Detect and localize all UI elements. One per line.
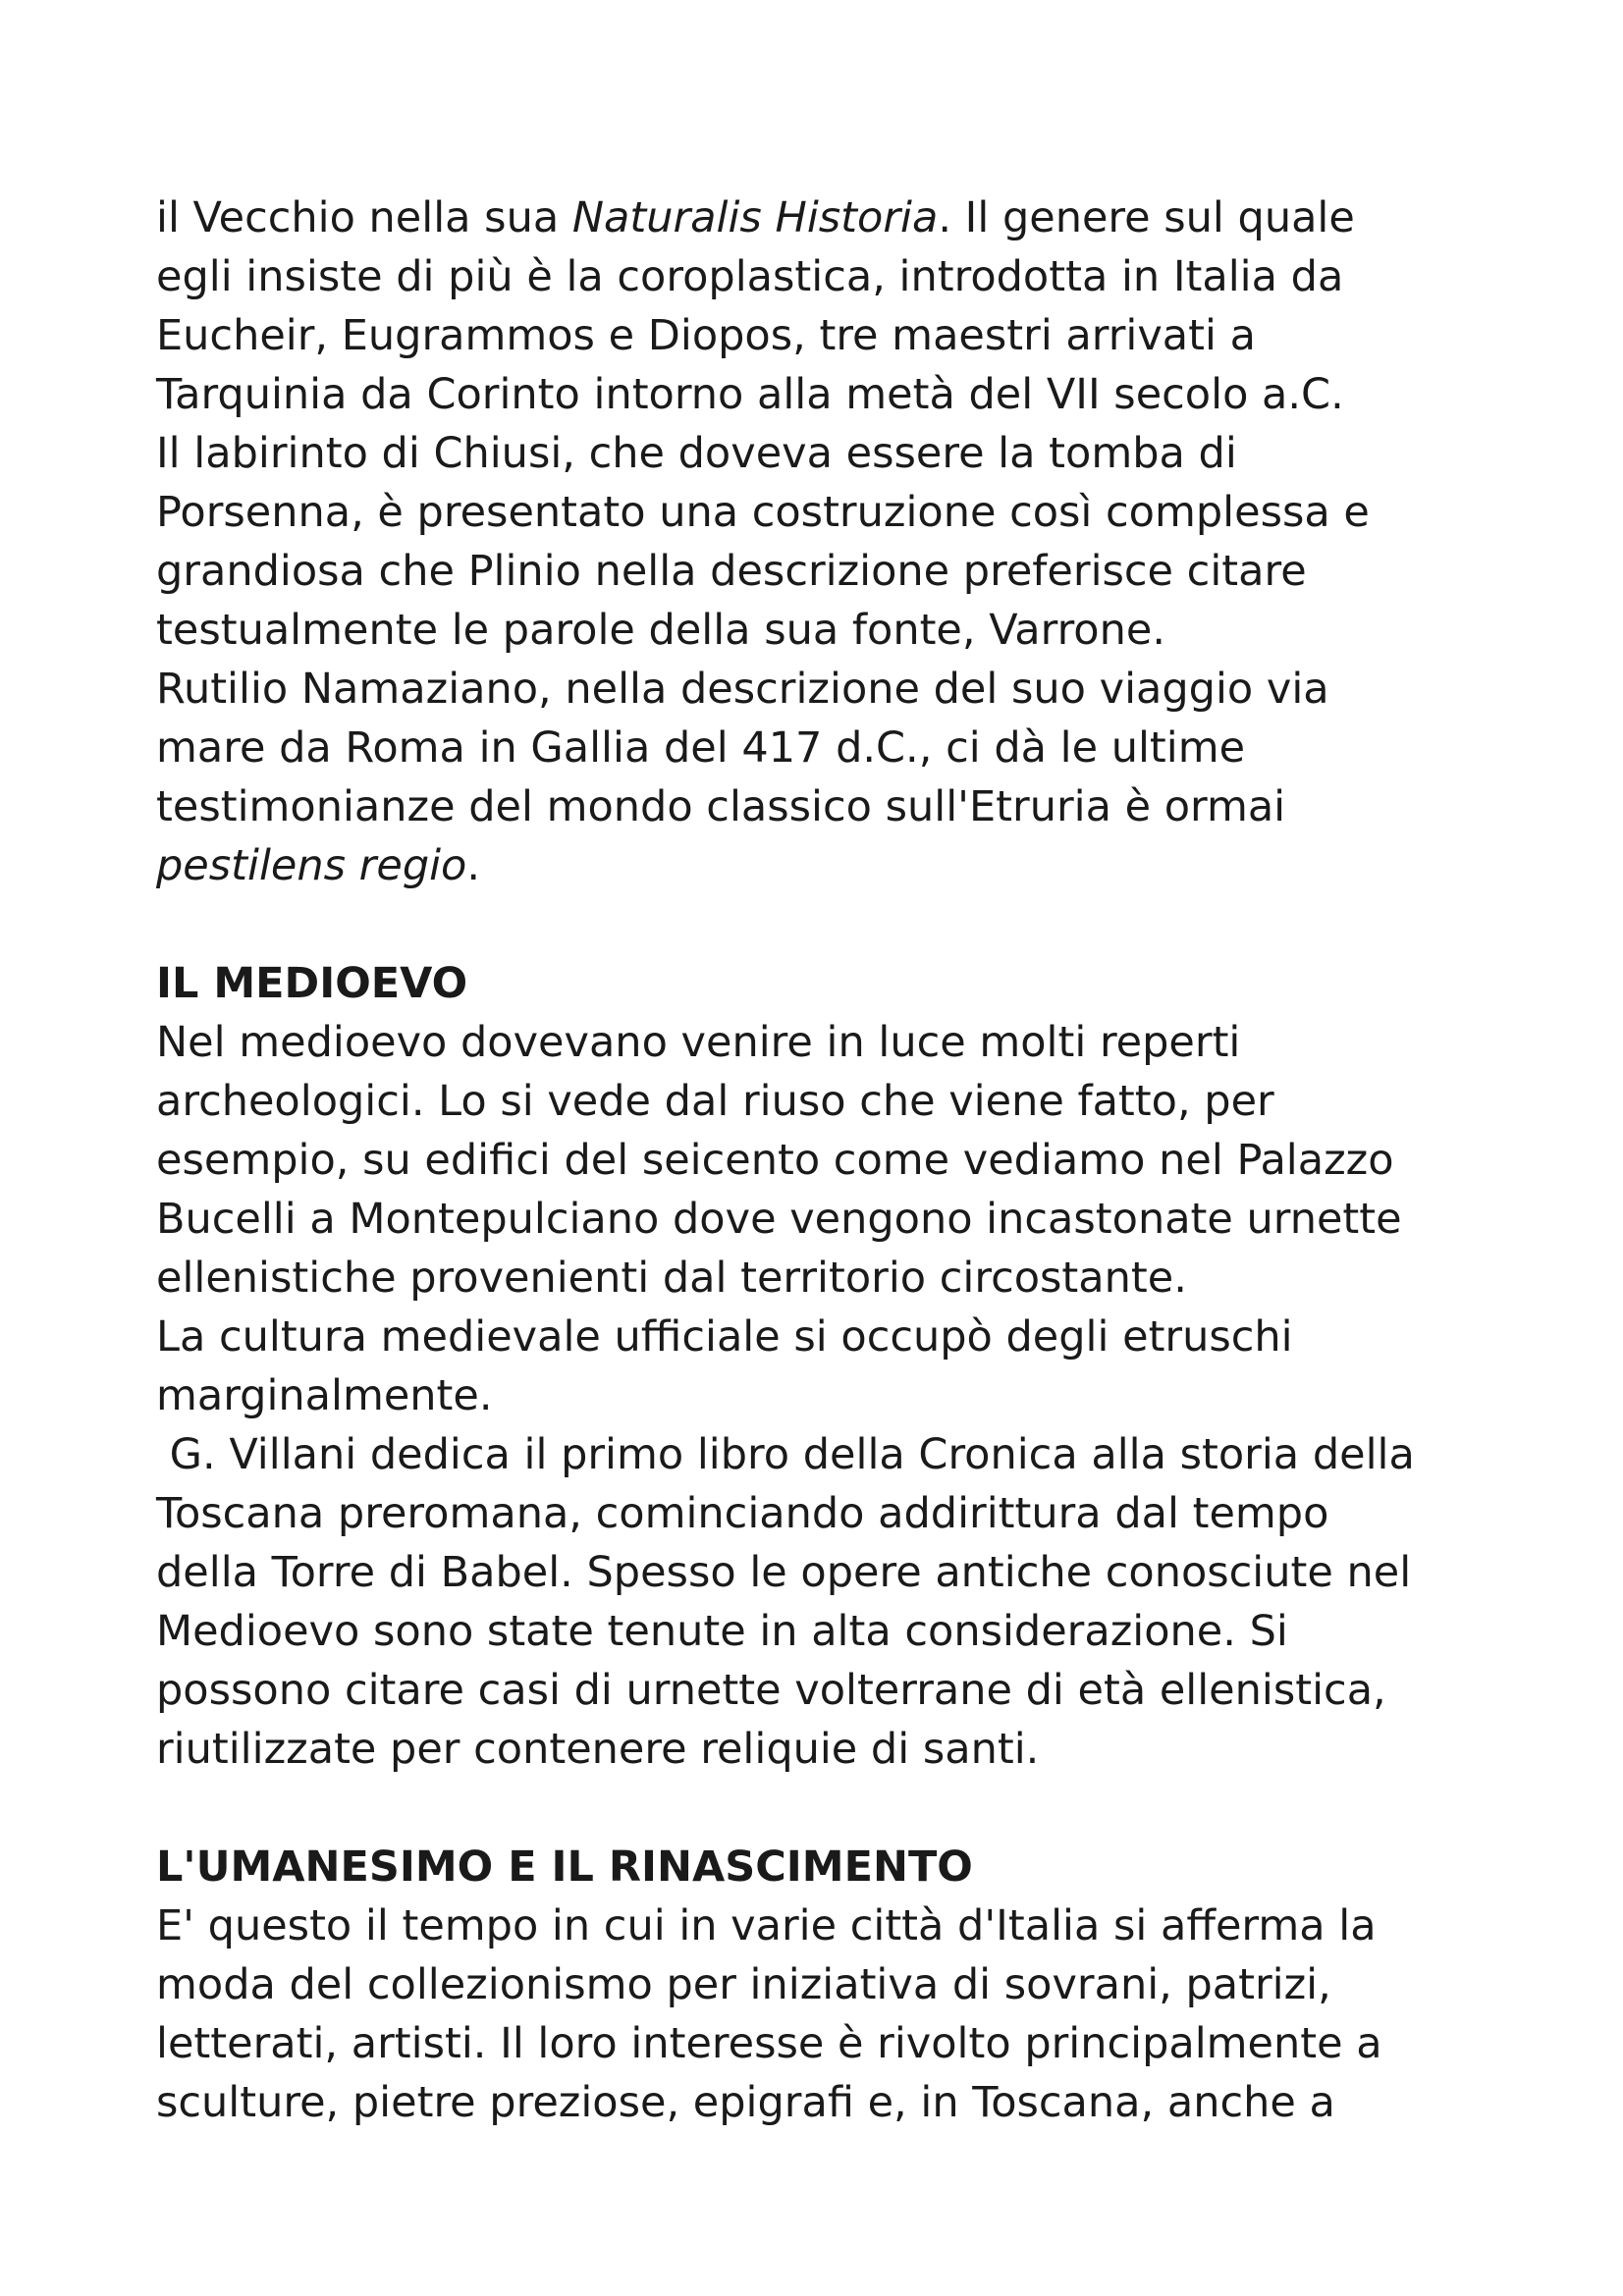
text-line: egli insiste di più è la coroplastica, introdotta in Italia da bbox=[156, 252, 1344, 301]
text-line: grandiosa che Plinio nella descrizione preferisce citare bbox=[156, 547, 1307, 596]
blank-line bbox=[156, 1779, 1531, 1838]
text-line: Toscana preromana, cominciando addirittura dal tempo bbox=[156, 1489, 1329, 1538]
italic-phrase: pestilens regio bbox=[156, 841, 467, 890]
section-heading: L'UMANESIMO E IL RINASCIMENTO bbox=[156, 1842, 973, 1892]
text-line bbox=[156, 188, 1531, 247]
text-line: marginalmente. bbox=[156, 1371, 493, 1420]
text-line: esempio, su edifici del seicento come vediamo nel Palazzo bbox=[156, 1136, 1394, 1185]
text-line bbox=[156, 836, 1531, 895]
text-line: della Torre di Babel. Spesso le opere antiche conosciute nel bbox=[156, 1548, 1412, 1597]
text-line: Medioevo sono state tenute in alta considerazione. Si bbox=[156, 1607, 1288, 1656]
text-line: E' questo il tempo in cui in varie città d'Italia si afferma la bbox=[156, 1901, 1377, 1950]
section-umanesimo bbox=[156, 1838, 1531, 2132]
text-line: Il labirinto di Chiusi, che doveva essere la tomba di bbox=[156, 429, 1237, 478]
text-line: Bucelli a Montepulciano dove vengono incastonate urnette bbox=[156, 1195, 1402, 1244]
text-line: La cultura medievale ufficiale si occupò degli etruschi bbox=[156, 1312, 1293, 1362]
text-line: Rutilio Namaziano, nella descrizione del suo viaggio via bbox=[156, 665, 1329, 714]
text-line: mare da Roma in Gallia del 417 d.C., ci dà le ultime bbox=[156, 723, 1246, 773]
text-span: il Vecchio nella sua bbox=[156, 193, 572, 242]
text-line: moda del collezionismo per iniziativa di sovrani, patrizi, bbox=[156, 1960, 1331, 2009]
text-line: possono citare casi di urnette volterrane di età ellenistica, bbox=[156, 1666, 1386, 1715]
italic-title: Naturalis Historia bbox=[571, 193, 939, 242]
section-heading: IL MEDIOEVO bbox=[156, 959, 468, 1008]
text-line: Eucheir, Eugrammos e Diopos, tre maestri arrivati a bbox=[156, 311, 1256, 360]
section-medioevo bbox=[156, 954, 1531, 1779]
text-span: . Il genere sul quale bbox=[938, 193, 1355, 242]
text-line: testimonianze del mondo classico sull'Etruria è ormai bbox=[156, 782, 1286, 831]
text-line: Porsenna, è presentato una costruzione così complessa e bbox=[156, 488, 1370, 537]
text-line: riutilizzate per contenere reliquie di santi. bbox=[156, 1725, 1040, 1774]
document-body bbox=[156, 188, 1531, 2132]
text-span: . bbox=[466, 841, 481, 890]
text-line: archeologici. Lo si vede dal riuso che viene fatto, per bbox=[156, 1077, 1274, 1126]
text-line: Tarquinia da Corinto intorno alla metà del VII secolo a.C. bbox=[156, 370, 1344, 419]
blank-line bbox=[156, 895, 1531, 954]
text-line: sculture, pietre preziose, epigrafi e, in Toscana, anche a bbox=[156, 2078, 1335, 2127]
text-line: Nel medioevo dovevano venire in luce molti reperti bbox=[156, 1018, 1241, 1067]
text-line: testualmente le parole della sua fonte, Varrone. bbox=[156, 606, 1165, 655]
text-line: letterati, artisti. Il loro interesse è rivolto principalmente a bbox=[156, 2019, 1382, 2068]
paragraph-plinio bbox=[156, 188, 1531, 895]
text-line: ellenistiche provenienti dal territorio circostante. bbox=[156, 1254, 1187, 1303]
text-line: G. Villani dedica il primo libro della Cronica alla storia della bbox=[156, 1430, 1415, 1479]
